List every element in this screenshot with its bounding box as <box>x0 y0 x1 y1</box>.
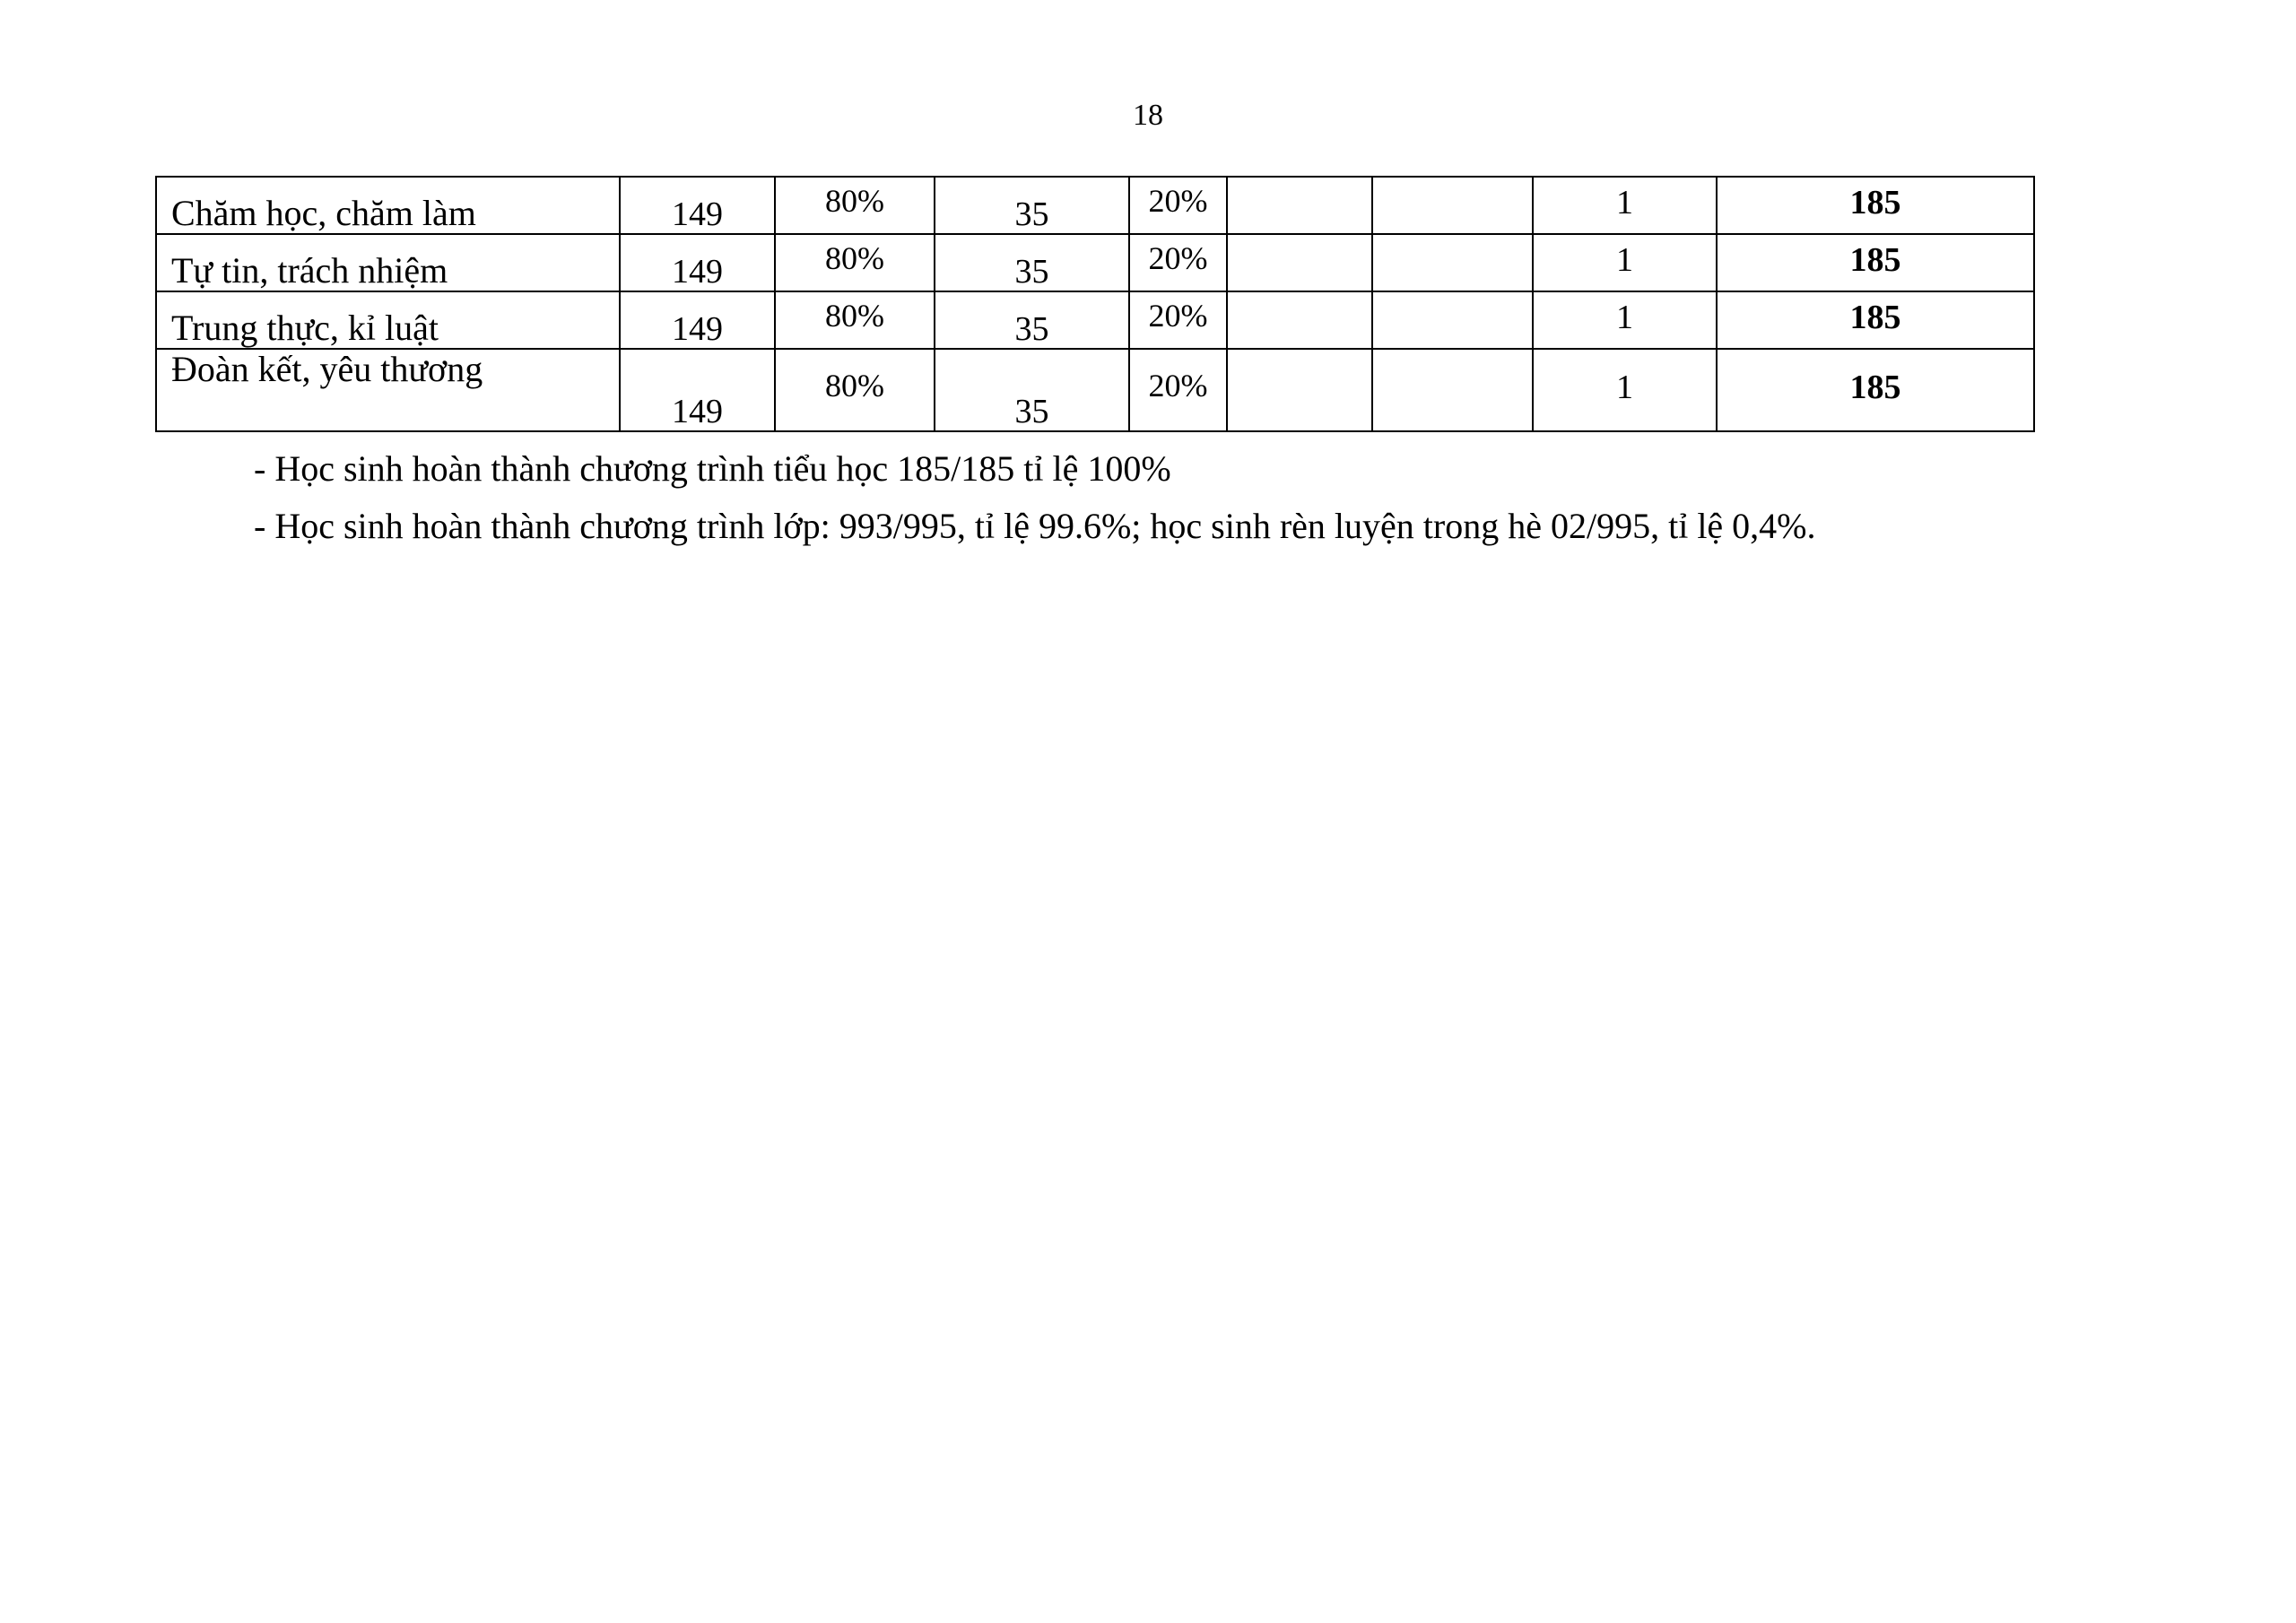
count-cell: 35 <box>935 349 1129 431</box>
empty-cell <box>1372 349 1533 431</box>
table-row <box>156 349 2034 431</box>
empty-cell <box>1227 177 1372 234</box>
percent-cell: 20% <box>1129 291 1227 349</box>
table-row <box>156 177 2034 234</box>
empty-cell <box>1372 234 1533 291</box>
count-cell: 149 <box>620 349 775 431</box>
criteria-cell: Đoàn kết, yêu thương <box>156 349 620 431</box>
count-cell: 1 <box>1533 177 1717 234</box>
total-cell: 185 <box>1717 349 2034 431</box>
table-row <box>156 234 2034 291</box>
percent-cell: 20% <box>1129 234 1227 291</box>
table-row <box>156 291 2034 349</box>
count-cell: 149 <box>620 177 775 234</box>
count-cell: 1 <box>1533 291 1717 349</box>
percent-cell: 80% <box>775 177 935 234</box>
criteria-cell: Tự tin, trách nhiệm <box>156 234 620 291</box>
total-cell: 185 <box>1717 177 2034 234</box>
percent-cell: 20% <box>1129 177 1227 234</box>
percent-cell: 80% <box>775 234 935 291</box>
empty-cell <box>1227 291 1372 349</box>
qualities-table <box>155 176 2035 432</box>
empty-cell <box>1227 234 1372 291</box>
total-cell: 185 <box>1717 291 2034 349</box>
percent-cell: 20% <box>1129 349 1227 431</box>
count-cell: 35 <box>935 177 1129 234</box>
count-cell: 149 <box>620 291 775 349</box>
summary-notes <box>254 450 2272 565</box>
percent-cell: 80% <box>775 291 935 349</box>
note-line: - Học sinh hoàn thành chương trình tiểu học 185/185 tỉ lệ 100% <box>254 448 1171 489</box>
count-cell: 1 <box>1533 349 1717 431</box>
total-cell: 185 <box>1717 234 2034 291</box>
empty-cell <box>1227 349 1372 431</box>
count-cell: 35 <box>935 291 1129 349</box>
count-cell: 149 <box>620 234 775 291</box>
count-cell: 1 <box>1533 234 1717 291</box>
empty-cell <box>1372 177 1533 234</box>
criteria-cell: Trung thực, kỉ luật <box>156 291 620 349</box>
note-line: - Học sinh hoàn thành chương trình lớp: 993/995, tỉ lệ 99.6%; học sinh rèn luyện trong hè 02/995, tỉ lệ 0,4%. <box>254 506 1816 546</box>
empty-cell <box>1372 291 1533 349</box>
criteria-cell: Chăm học, chăm làm <box>156 177 620 234</box>
count-cell: 35 <box>935 234 1129 291</box>
percent-cell: 80% <box>775 349 935 431</box>
page-number: 18 <box>1133 99 1163 132</box>
